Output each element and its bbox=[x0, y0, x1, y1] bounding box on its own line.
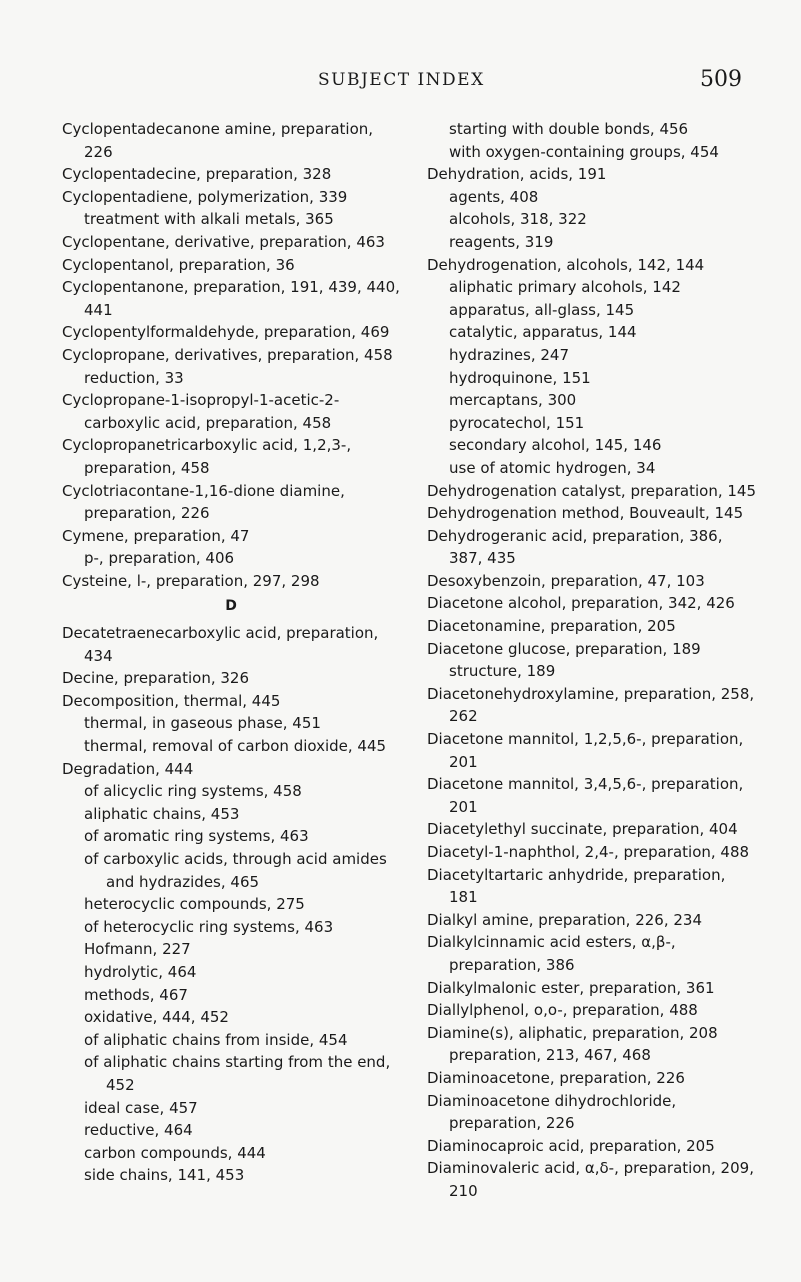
index-entry: Dehydrogenation, alcohols, 142, 144 bbox=[427, 255, 705, 274]
index-entry: Cyclopropane-1-isopropyl-1-acetic-2-carboxylic acid, preparation, 458 bbox=[62, 391, 340, 432]
section-letter-heading: D bbox=[225, 598, 237, 615]
index-subentry: ideal case, 457 bbox=[84, 1098, 198, 1117]
left-column bbox=[62, 118, 400, 1187]
index-entry: Diacetonehydroxylamine, preparation, 258, 262 bbox=[427, 684, 755, 726]
index-entry: Diacetyl-1-naphthol, 2,4-, preparation, 488 bbox=[427, 843, 750, 861]
index-entry: Diaminovaleric acid, α,δ-, preparation, 209, 210 bbox=[427, 1159, 754, 1200]
index-entry: Cyclopropane, derivatives, preparation, 458 bbox=[62, 345, 393, 364]
index-subentry: agents, 408 bbox=[449, 187, 539, 206]
index-subentry: preparation, 213, 467, 468 bbox=[449, 1046, 651, 1065]
index-subentry: side chains, 141, 453 bbox=[84, 1166, 245, 1185]
index-entry: Cysteine, l-, preparation, 297, 298 bbox=[62, 571, 320, 590]
running-head bbox=[0, 67, 801, 100]
index-subentry: mercaptans, 300 bbox=[449, 391, 577, 410]
index-entry: Decine, preparation, 326 bbox=[62, 669, 250, 688]
index-subentry: of aliphatic chains from inside, 454 bbox=[84, 1030, 348, 1049]
index-entry: Diacetylethyl succinate, preparation, 404 bbox=[427, 820, 738, 839]
index-entry: Dehydrogenation catalyst, preparation, 145 bbox=[427, 481, 756, 500]
index-subentry: aliphatic chains, 453 bbox=[84, 804, 240, 823]
index-subentry: pyrocatechol, 151 bbox=[449, 413, 585, 432]
index-entry: Dialkylcinnamic acid esters, α,β-, preparation, 386 bbox=[427, 933, 676, 974]
index-entry: Cyclopentanol, preparation, 36 bbox=[62, 255, 295, 274]
index-subentry: alcohols, 318, 322 bbox=[449, 210, 587, 229]
page-number: 509 bbox=[700, 67, 742, 92]
index-entry: Diacetone alcohol, preparation, 342, 426 bbox=[427, 594, 735, 613]
index-entry: Diallylphenol, o,o-, preparation, 488 bbox=[427, 1001, 698, 1020]
index-entry: Diacetone glucose, preparation, 189 bbox=[427, 639, 701, 658]
index-entry: Cyclotriacontane-1,16-dione diamine, preparation, 226 bbox=[62, 481, 345, 523]
index-subentry: of aliphatic chains starting from the end, 452 bbox=[84, 1053, 391, 1094]
index-entry: Cyclopropanetricarboxylic acid, 1,2,3-, preparation, 458 bbox=[62, 436, 352, 477]
index-subentry: of aromatic ring systems, 463 bbox=[84, 827, 309, 846]
index-subentry: thermal, removal of carbon dioxide, 445 bbox=[84, 737, 387, 756]
index-entry: Cyclopentylformaldehyde, preparation, 469 bbox=[62, 323, 390, 342]
index-entry: Diacetone mannitol, 3,4,5,6-, preparation, 201 bbox=[427, 775, 744, 816]
index-entry: Decomposition, thermal, 445 bbox=[62, 691, 281, 710]
index-entry: Cyclopentane, derivative, preparation, 463 bbox=[62, 232, 385, 251]
index-subentry: Hofmann, 227 bbox=[84, 940, 191, 959]
index-subentry: secondary alcohol, 145, 146 bbox=[449, 436, 662, 455]
index-entry: Dehydrogeranic acid, preparation, 386, 387, 435 bbox=[427, 526, 723, 568]
index-subentry: thermal, in gaseous phase, 451 bbox=[84, 714, 321, 733]
index-entry: Cyclopentadecanone amine, preparation, 226 bbox=[62, 120, 374, 161]
index-subentry: reduction, 33 bbox=[84, 368, 184, 387]
index-entry: Diacetyltartaric anhydride, preparation, 181 bbox=[427, 865, 726, 907]
index-entry: Diaminocaproic acid, preparation, 205 bbox=[427, 1136, 715, 1155]
index-subentry: use of atomic hydrogen, 34 bbox=[449, 458, 656, 477]
index-entry: Dialkylmalonic ester, preparation, 361 bbox=[427, 978, 715, 997]
index-subentry: oxidative, 444, 452 bbox=[84, 1008, 229, 1027]
index-subentry: catalytic, apparatus, 144 bbox=[449, 323, 637, 342]
index-entry: Diacetone mannitol, 1,2,5,6-, preparation, 201 bbox=[427, 730, 744, 771]
index-subentry: reductive, 464 bbox=[84, 1121, 193, 1140]
index-subentry: methods, 467 bbox=[84, 985, 188, 1004]
index-entry: Degradation, 444 bbox=[62, 759, 194, 778]
index-subentry: of carboxylic acids, through acid amides and hydrazides, 465 bbox=[84, 850, 387, 891]
index-subentry: of alicyclic ring systems, 458 bbox=[84, 782, 302, 801]
index-subentry: heterocyclic compounds, 275 bbox=[84, 895, 305, 914]
index-entry: Cymene, preparation, 47 bbox=[62, 526, 250, 545]
index-entry: Diaminoacetone dihydrochloride, preparation, 226 bbox=[427, 1091, 677, 1133]
index-entry: Diacetonamine, preparation, 205 bbox=[427, 617, 676, 636]
index-subentry: reagents, 319 bbox=[449, 232, 554, 251]
index-entry: Desoxybenzoin, preparation, 47, 103 bbox=[427, 571, 705, 590]
index-subentry: hydrolytic, 464 bbox=[84, 962, 197, 981]
index-subentry: apparatus, all-glass, 145 bbox=[449, 300, 635, 319]
index-entry: Diamine(s), aliphatic, preparation, 208 bbox=[427, 1023, 718, 1042]
index-subentry: with oxygen-containing groups, 454 bbox=[449, 142, 719, 161]
index-subentry: hydrazines, 247 bbox=[449, 345, 570, 364]
page-title: SUBJECT INDEX bbox=[318, 70, 485, 90]
index-entry: Dehydrogenation method, Bouveault, 145 bbox=[427, 504, 744, 523]
index-entry: Dialkyl amine, preparation, 226, 234 bbox=[427, 910, 703, 929]
index-subentry: p-, preparation, 406 bbox=[84, 549, 235, 568]
index-subentry: hydroquinone, 151 bbox=[449, 368, 591, 387]
index-subentry: treatment with alkali metals, 365 bbox=[84, 210, 334, 229]
index-entry: Cyclopentadiene, polymerization, 339 bbox=[62, 187, 348, 206]
index-subentry: structure, 189 bbox=[449, 662, 556, 681]
index-subentry: aliphatic primary alcohols, 142 bbox=[449, 278, 681, 297]
index-entry: Dehydration, acids, 191 bbox=[427, 165, 607, 184]
index-entry: Cyclopentanone, preparation, 191, 439, 440, 441 bbox=[62, 278, 400, 319]
index-entry: Diaminoacetone, preparation, 226 bbox=[427, 1068, 685, 1087]
index-entry: Decatetraenecarboxylic acid, preparation, 434 bbox=[62, 624, 379, 665]
index-subentry: carbon compounds, 444 bbox=[84, 1143, 266, 1162]
index-entry: Cyclopentadecine, preparation, 328 bbox=[62, 165, 332, 184]
right-column bbox=[427, 118, 757, 1203]
index-subentry: of heterocyclic ring systems, 463 bbox=[84, 917, 334, 936]
index-subentry: starting with double bonds, 456 bbox=[449, 120, 689, 138]
